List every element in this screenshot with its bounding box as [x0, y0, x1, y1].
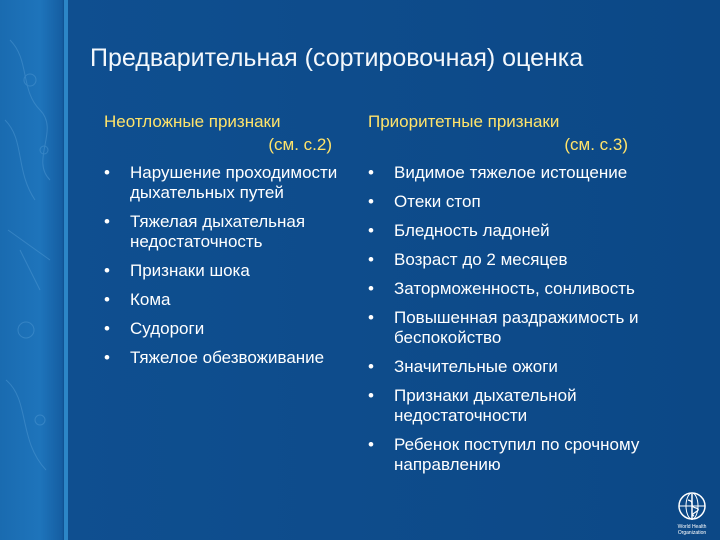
- list-item-text: Судороги: [130, 319, 205, 338]
- list-item: [368, 357, 698, 377]
- list-item: [368, 435, 698, 475]
- bullet: •: [368, 435, 374, 454]
- list-item: [368, 221, 698, 241]
- bullet: •: [368, 308, 374, 327]
- emergency-heading-text: Неотложные признаки: [104, 112, 281, 131]
- slide-title: Предварительная (сортировочная) оценка: [90, 44, 584, 72]
- list-item: [368, 308, 698, 348]
- bullet: •: [368, 221, 374, 240]
- bullet: •: [368, 250, 374, 269]
- list-item-text: Отеки стоп: [394, 192, 481, 211]
- list-item: [368, 279, 698, 299]
- emergency-signs-heading: [104, 112, 344, 155]
- emergency-page-ref: (см. с.2): [268, 135, 332, 154]
- bullet: •: [104, 212, 110, 231]
- emergency-signs-list: [104, 163, 344, 368]
- priority-page-ref: (см. с.3): [564, 135, 628, 154]
- list-item: [104, 212, 344, 252]
- who-logo: [672, 490, 712, 536]
- list-item-text: Повышенная раздражимость и беспокойство: [394, 308, 639, 347]
- bullet: •: [104, 290, 110, 309]
- bullet: •: [368, 386, 374, 405]
- bullet: •: [368, 192, 374, 211]
- list-item-text: Значительные ожоги: [394, 357, 558, 376]
- list-item: [104, 290, 344, 310]
- list-item-text: Нарушение проходимости дыхательных путей: [130, 163, 338, 202]
- bullet: •: [104, 163, 110, 182]
- list-item: [104, 261, 344, 281]
- bullet: •: [104, 261, 110, 280]
- list-item-text: Кома: [130, 290, 171, 309]
- bullet: •: [104, 348, 110, 367]
- list-item-text: Видимое тяжелое истощение: [394, 163, 628, 182]
- bullet: •: [368, 163, 374, 182]
- bullet: •: [368, 279, 374, 298]
- priority-signs-heading: [368, 112, 698, 155]
- side-divider: [64, 0, 68, 540]
- list-item: [104, 163, 344, 203]
- list-item-text: Заторможенность, сонливость: [394, 279, 635, 298]
- list-item: [368, 250, 698, 270]
- list-item-text: Тяжелое обезвоживание: [130, 348, 325, 367]
- priority-signs-list: [368, 163, 698, 475]
- list-item: [368, 386, 698, 426]
- list-item: [368, 192, 698, 212]
- list-item: [104, 348, 344, 368]
- list-item-text: Возраст до 2 месяцев: [394, 250, 568, 269]
- who-emblem-icon: [672, 490, 712, 524]
- bullet: •: [104, 319, 110, 338]
- emergency-signs-column: [104, 112, 344, 377]
- decorative-side-art: [0, 0, 64, 540]
- who-logo-text: World Health Organization: [677, 524, 707, 536]
- list-item-text: Признаки шока: [130, 261, 250, 280]
- list-item-text: Тяжелая дыхательная недостаточность: [130, 212, 306, 251]
- list-item-text: Бледность ладоней: [394, 221, 550, 240]
- list-item: [368, 163, 698, 183]
- priority-heading-text: Приоритетные признаки: [368, 112, 560, 131]
- priority-signs-column: [368, 112, 698, 484]
- bullet: •: [368, 357, 374, 376]
- list-item-text: Признаки дыхательной недостаточности: [394, 386, 577, 425]
- list-item-text: Ребенок поступил по срочному направлению: [394, 435, 640, 474]
- list-item: [104, 319, 344, 339]
